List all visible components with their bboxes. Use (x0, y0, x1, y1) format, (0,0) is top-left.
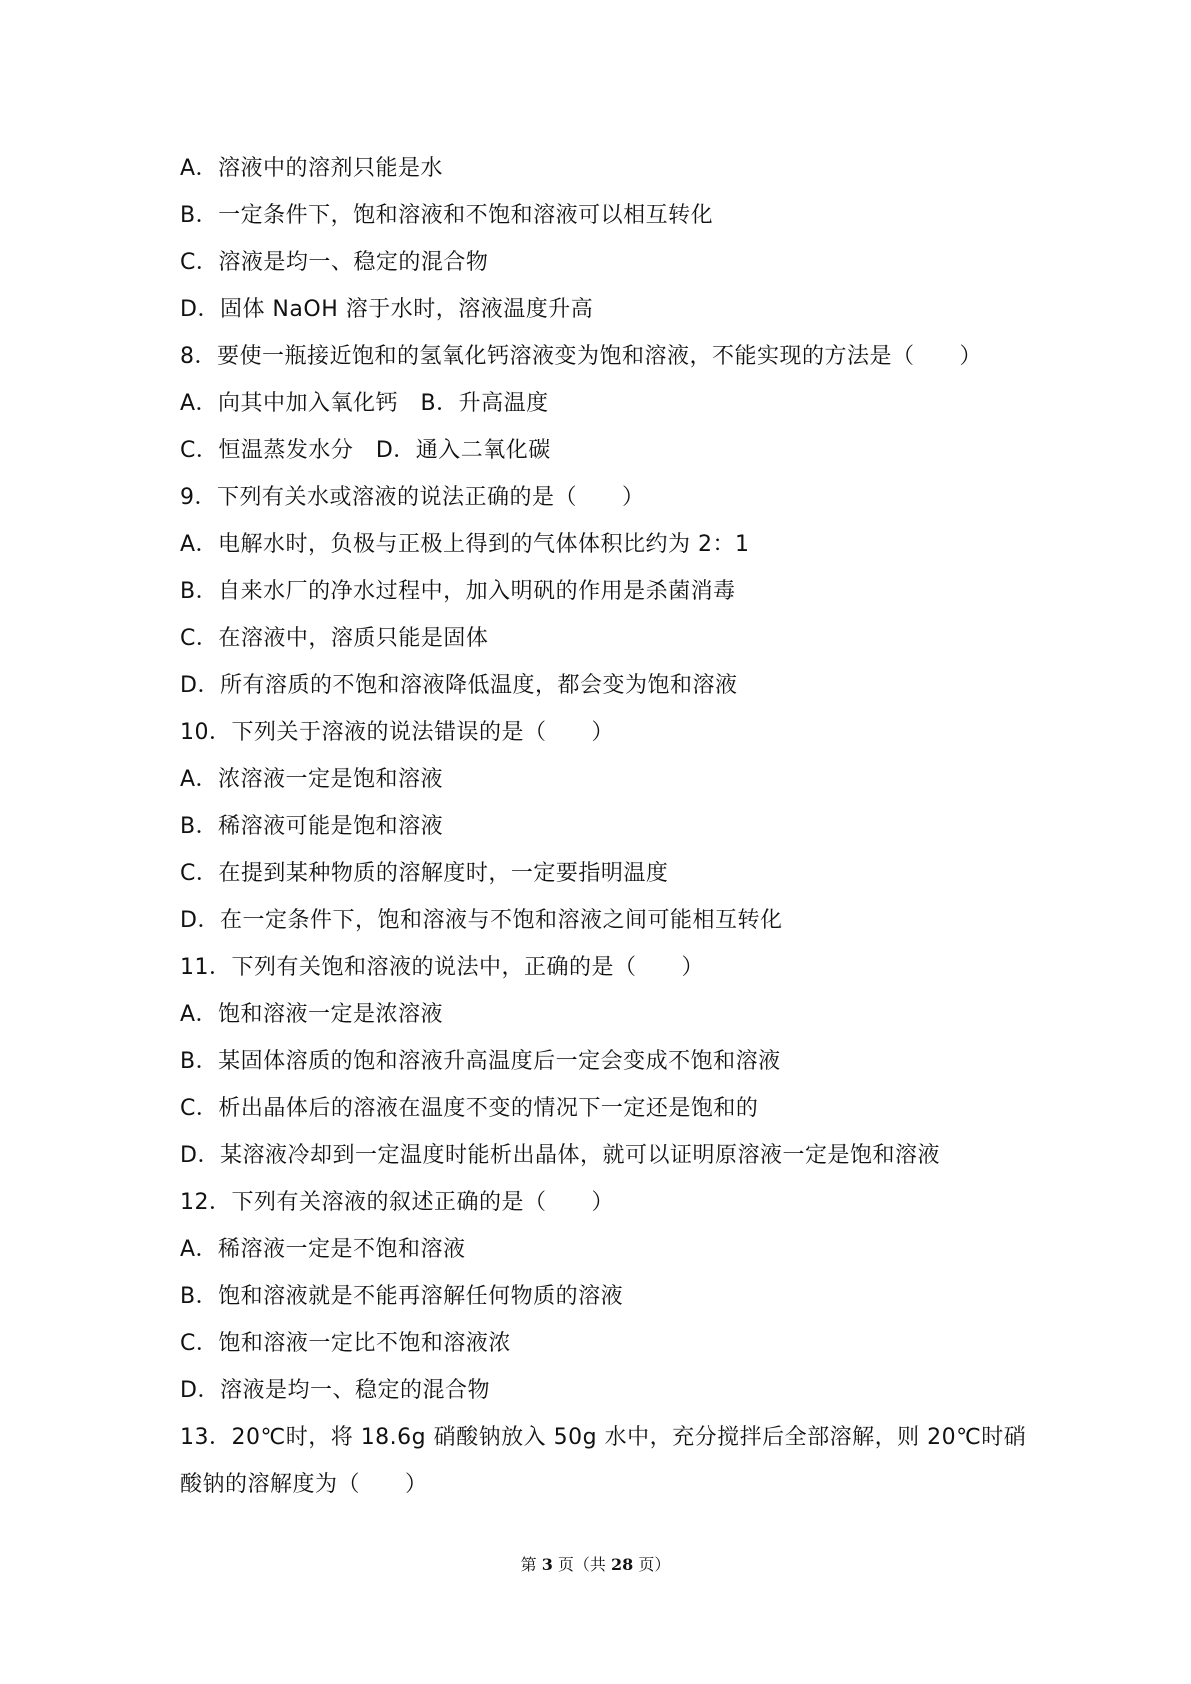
question-9: 9．下列有关水或溶液的说法正确的是（ ） (180, 485, 645, 510)
option-a-q9: A．电解水时，负极与正极上得到的气体体积比约为 2：1 (180, 532, 750, 557)
option-a-q11: A．饱和溶液一定是浓溶液 (180, 1002, 444, 1027)
options-ab-q8: A．向其中加入氧化钙 B．升高温度 (180, 391, 549, 416)
option-a-q10: A．浓溶液一定是饱和溶液 (180, 767, 444, 792)
question-13-line-2: 酸钠的溶解度为（ ） (180, 1472, 428, 1497)
options-cd-q8: C．恒温蒸发水分 D．通入二氧化碳 (180, 438, 551, 463)
option-d-q12: D．溶液是均一、稳定的混合物 (180, 1378, 490, 1403)
question-11: 11．下列有关饱和溶液的说法中，正确的是（ ） (180, 955, 704, 980)
option-d-q9: D．所有溶质的不饱和溶液降低温度，都会变为饱和溶液 (180, 673, 738, 698)
question-13-line-1: 13．20℃时，将 18.6g 硝酸钠放入 50g 水中，充分搅拌后全部溶解，则 20℃时硝 (180, 1425, 1027, 1450)
question-10: 10．下列关于溶液的说法错误的是（ ） (180, 720, 614, 745)
footer-middle: 页（共 (552, 1555, 612, 1574)
option-b-q9: B．自来水厂的净水过程中，加入明矾的作用是杀菌消毒 (180, 579, 736, 604)
option-c-q10: C．在提到某种物质的溶解度时，一定要指明温度 (180, 861, 669, 886)
option-b-q12: B．饱和溶液就是不能再溶解任何物质的溶液 (180, 1284, 624, 1309)
option-b-q7: B．一定条件下，饱和溶液和不饱和溶液可以相互转化 (180, 203, 714, 228)
page-footer (0, 1552, 1191, 1575)
option-c-q12: C．饱和溶液一定比不饱和溶液浓 (180, 1331, 511, 1356)
question-8: 8．要使一瓶接近饱和的氢氧化钙溶液变为饱和溶液，不能实现的方法是（ ） (180, 344, 982, 369)
option-c-q9: C．在溶液中，溶质只能是固体 (180, 626, 489, 651)
footer-page-number: 3 (541, 1555, 553, 1574)
option-b-q10: B．稀溶液可能是饱和溶液 (180, 814, 444, 839)
footer-total-pages: 28 (611, 1555, 634, 1574)
option-d-q10: D．在一定条件下，饱和溶液与不饱和溶液之间可能相互转化 (180, 908, 783, 933)
option-a-q12: A．稀溶液一定是不饱和溶液 (180, 1237, 466, 1262)
option-d-q7: D．固体 NaOH 溶于水时，溶液温度升高 (180, 297, 594, 322)
option-d-q11: D．某溶液冷却到一定温度时能析出晶体，就可以证明原溶液一定是饱和溶液 (180, 1143, 940, 1168)
question-12: 12．下列有关溶液的叙述正确的是（ ） (180, 1190, 614, 1215)
option-c-q11: C．析出晶体后的溶液在温度不变的情况下一定还是饱和的 (180, 1096, 759, 1121)
option-a-q7: A．溶液中的溶剂只能是水 (180, 156, 444, 181)
question-text (180, 145, 1040, 1508)
footer-prefix: 第 (520, 1555, 542, 1574)
option-c-q7: C．溶液是均一、稳定的混合物 (180, 250, 489, 275)
footer-suffix: 页） (633, 1555, 671, 1574)
option-b-q11: B．某固体溶质的饱和溶液升高温度后一定会变成不饱和溶液 (180, 1049, 781, 1074)
